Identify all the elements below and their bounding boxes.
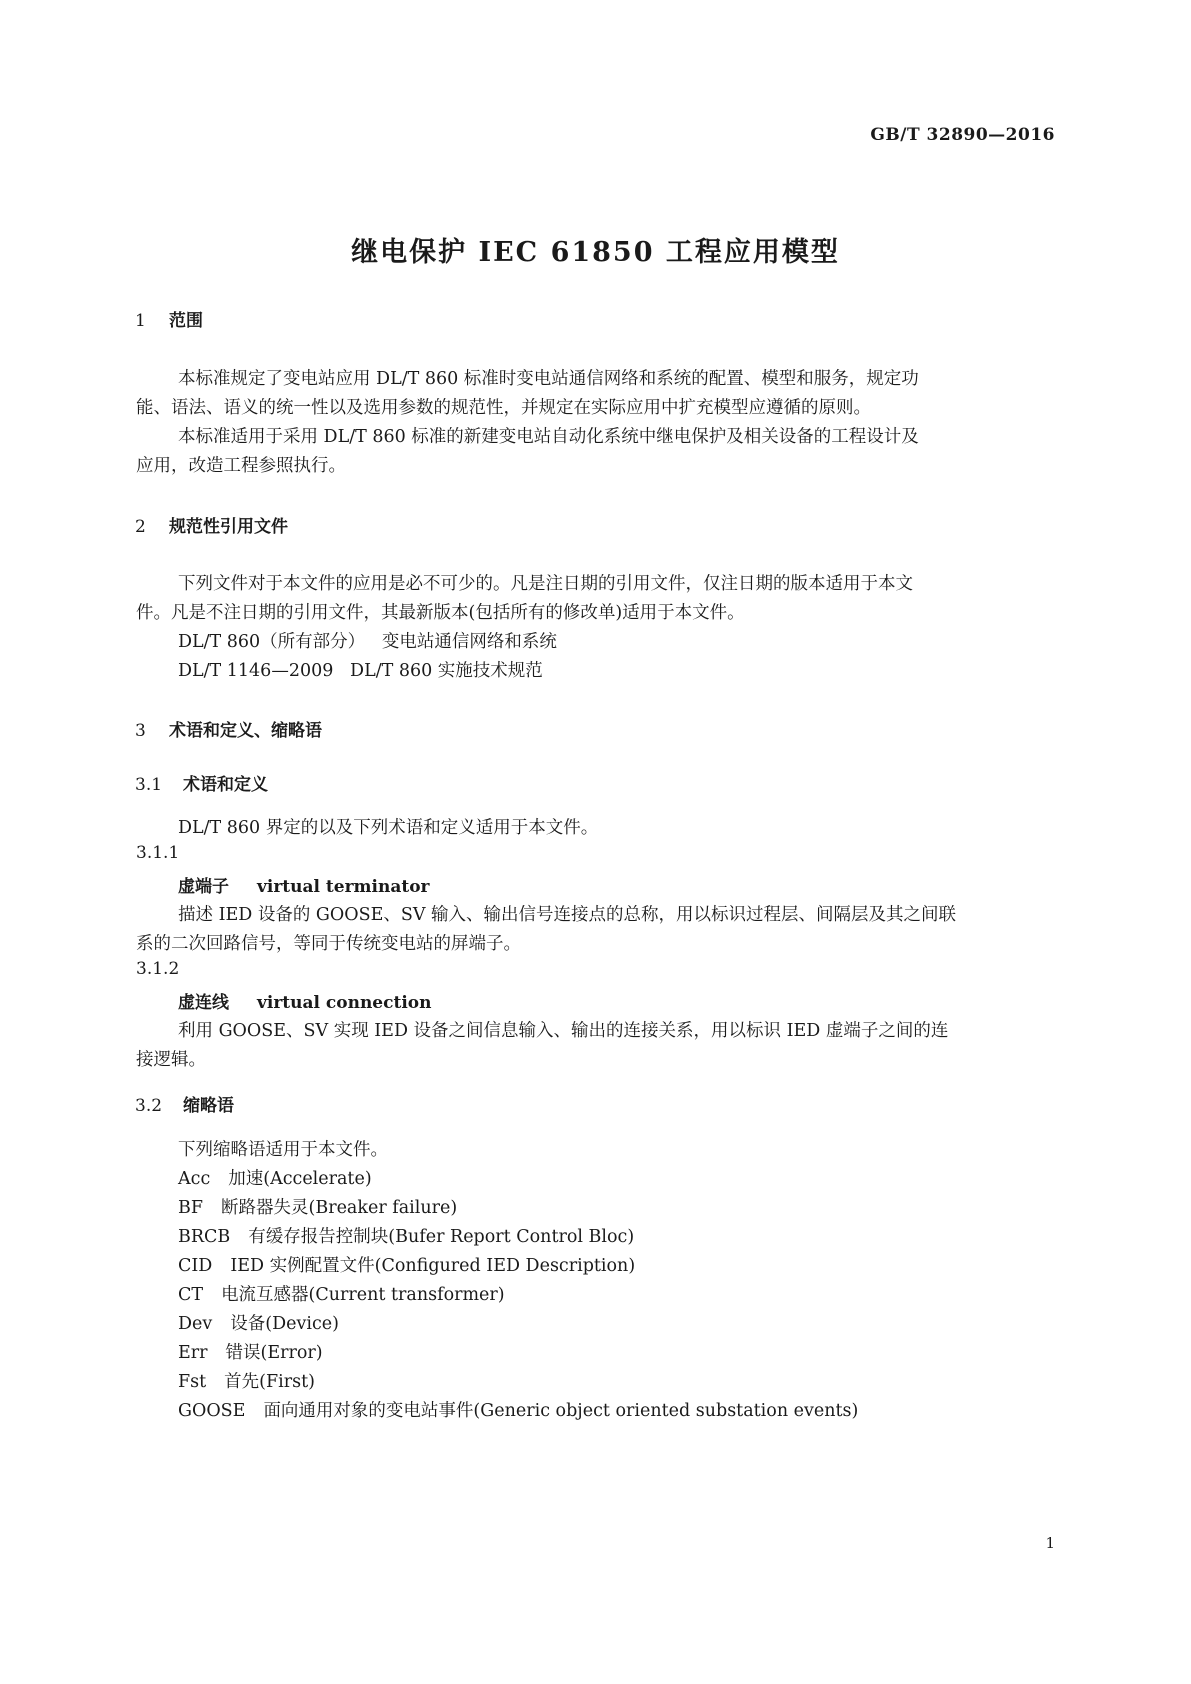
term-entry: [178, 872, 430, 897]
term-definition: 描述 IED 设备的 GOOSE、SV 输入、输出信号连接点的总称，用以标识过程层、间隔层及其之间联: [178, 905, 957, 925]
abbreviation-key: BRCB: [178, 1227, 231, 1247]
abbreviation-row: [178, 1310, 339, 1335]
term-english: virtual connection: [257, 993, 432, 1013]
abbreviation-row: [178, 1252, 635, 1277]
abbreviation-key: Acc: [178, 1169, 211, 1189]
normative-reference: DL/T 1146—2009 DL/T 860 实施技术规范: [178, 661, 543, 681]
term-number: 3.1.2: [136, 959, 180, 979]
abbreviation-key: CT: [178, 1285, 204, 1305]
subsection-title: 缩略语: [183, 1096, 234, 1116]
abbreviation-row: [178, 1281, 505, 1306]
page-number: 1: [1045, 1534, 1055, 1552]
abbreviation-meaning: 有缓存报告控制块(Bufer Report Control Bloc): [248, 1227, 635, 1247]
paragraph-line: 本标准适用于采用 DL/T 860 标准的新建变电站自动化系统中继电保护及相关设备的工程设计及: [178, 427, 919, 447]
section-heading: [135, 306, 203, 331]
paragraph-line: 下列缩略语适用于本文件。: [178, 1140, 388, 1160]
subsection-number: 3.1: [135, 775, 163, 795]
section-heading: [135, 716, 322, 741]
subsection-title: 术语和定义: [183, 775, 268, 795]
abbreviation-row: [178, 1339, 323, 1364]
term-definition: 接逻辑。: [136, 1050, 206, 1070]
paragraph-line: 应用，改造工程参照执行。: [136, 456, 346, 476]
subsection-heading: [135, 1091, 234, 1116]
section-heading: [135, 512, 288, 537]
abbreviation-key: GOOSE: [178, 1401, 246, 1421]
paragraph-line: 下列文件对于本文件的应用是必不可少的。凡是注日期的引用文件，仅注日期的版本适用于本文: [178, 574, 913, 594]
term-number: 3.1.1: [136, 843, 180, 863]
abbreviation-key: CID: [178, 1256, 213, 1276]
paragraph-line: 能、语法、语义的统一性以及选用参数的规范性，并规定在实际应用中扩充模型应遵循的原则。: [136, 398, 871, 418]
section-title: 规范性引用文件: [169, 517, 288, 537]
term-definition: 利用 GOOSE、SV 实现 IED 设备之间信息输入、输出的连接关系，用以标识 IED 虚端子之间的连: [178, 1021, 949, 1041]
section-number: 1: [135, 311, 146, 331]
abbreviation-meaning: 电流互感器(Current transformer): [221, 1285, 505, 1305]
paragraph-line: DL/T 860 界定的以及下列术语和定义适用于本文件。: [178, 818, 599, 838]
abbreviation-row: [178, 1223, 634, 1248]
paragraph-line: 本标准规定了变电站应用 DL/T 860 标准时变电站通信网络和系统的配置、模型和服务，规定功: [178, 369, 919, 389]
abbreviation-meaning: 首先(First): [224, 1372, 315, 1392]
abbreviation-meaning: IED 实例配置文件(Configured IED Description): [230, 1256, 636, 1276]
section-title: 术语和定义、缩略语: [169, 721, 322, 741]
abbreviation-meaning: 面向通用对象的变电站事件(Generic object oriented substation events): [263, 1401, 859, 1421]
paragraph-line: 件。凡是不注日期的引用文件，其最新版本(包括所有的修改单)适用于本文件。: [136, 603, 745, 623]
term-definition: 系的二次回路信号，等同于传统变电站的屏端子。: [136, 934, 521, 954]
subsection-heading: [135, 770, 268, 795]
abbreviation-row: [178, 1368, 315, 1393]
abbreviation-meaning: 设备(Device): [230, 1314, 339, 1334]
abbreviation-key: Fst: [178, 1372, 207, 1392]
document-title: 继电保护 IEC 61850 工程应用模型: [351, 237, 840, 268]
normative-reference: DL/T 860（所有部分） 变电站通信网络和系统: [178, 632, 557, 652]
abbreviation-meaning: 加速(Accelerate): [228, 1169, 372, 1189]
abbreviation-meaning: 断路器失灵(Breaker failure): [221, 1198, 458, 1218]
abbreviation-row: [178, 1194, 457, 1219]
subsection-number: 3.2: [135, 1096, 163, 1116]
term-chinese: 虚端子: [178, 877, 229, 897]
term-entry: [178, 988, 431, 1013]
abbreviation-meaning: 错误(Error): [225, 1343, 323, 1363]
section-number: 2: [135, 517, 146, 537]
abbreviation-key: Err: [178, 1343, 208, 1363]
abbreviation-key: Dev: [178, 1314, 213, 1334]
abbreviation-key: BF: [178, 1198, 204, 1218]
term-english: virtual terminator: [257, 877, 430, 897]
section-number: 3: [135, 721, 146, 741]
term-chinese: 虚连线: [178, 993, 229, 1013]
abbreviation-row: [178, 1165, 372, 1190]
section-title: 范围: [169, 311, 203, 331]
abbreviation-row: [178, 1397, 858, 1422]
standard-number: GB/T 32890—2016: [870, 125, 1055, 145]
